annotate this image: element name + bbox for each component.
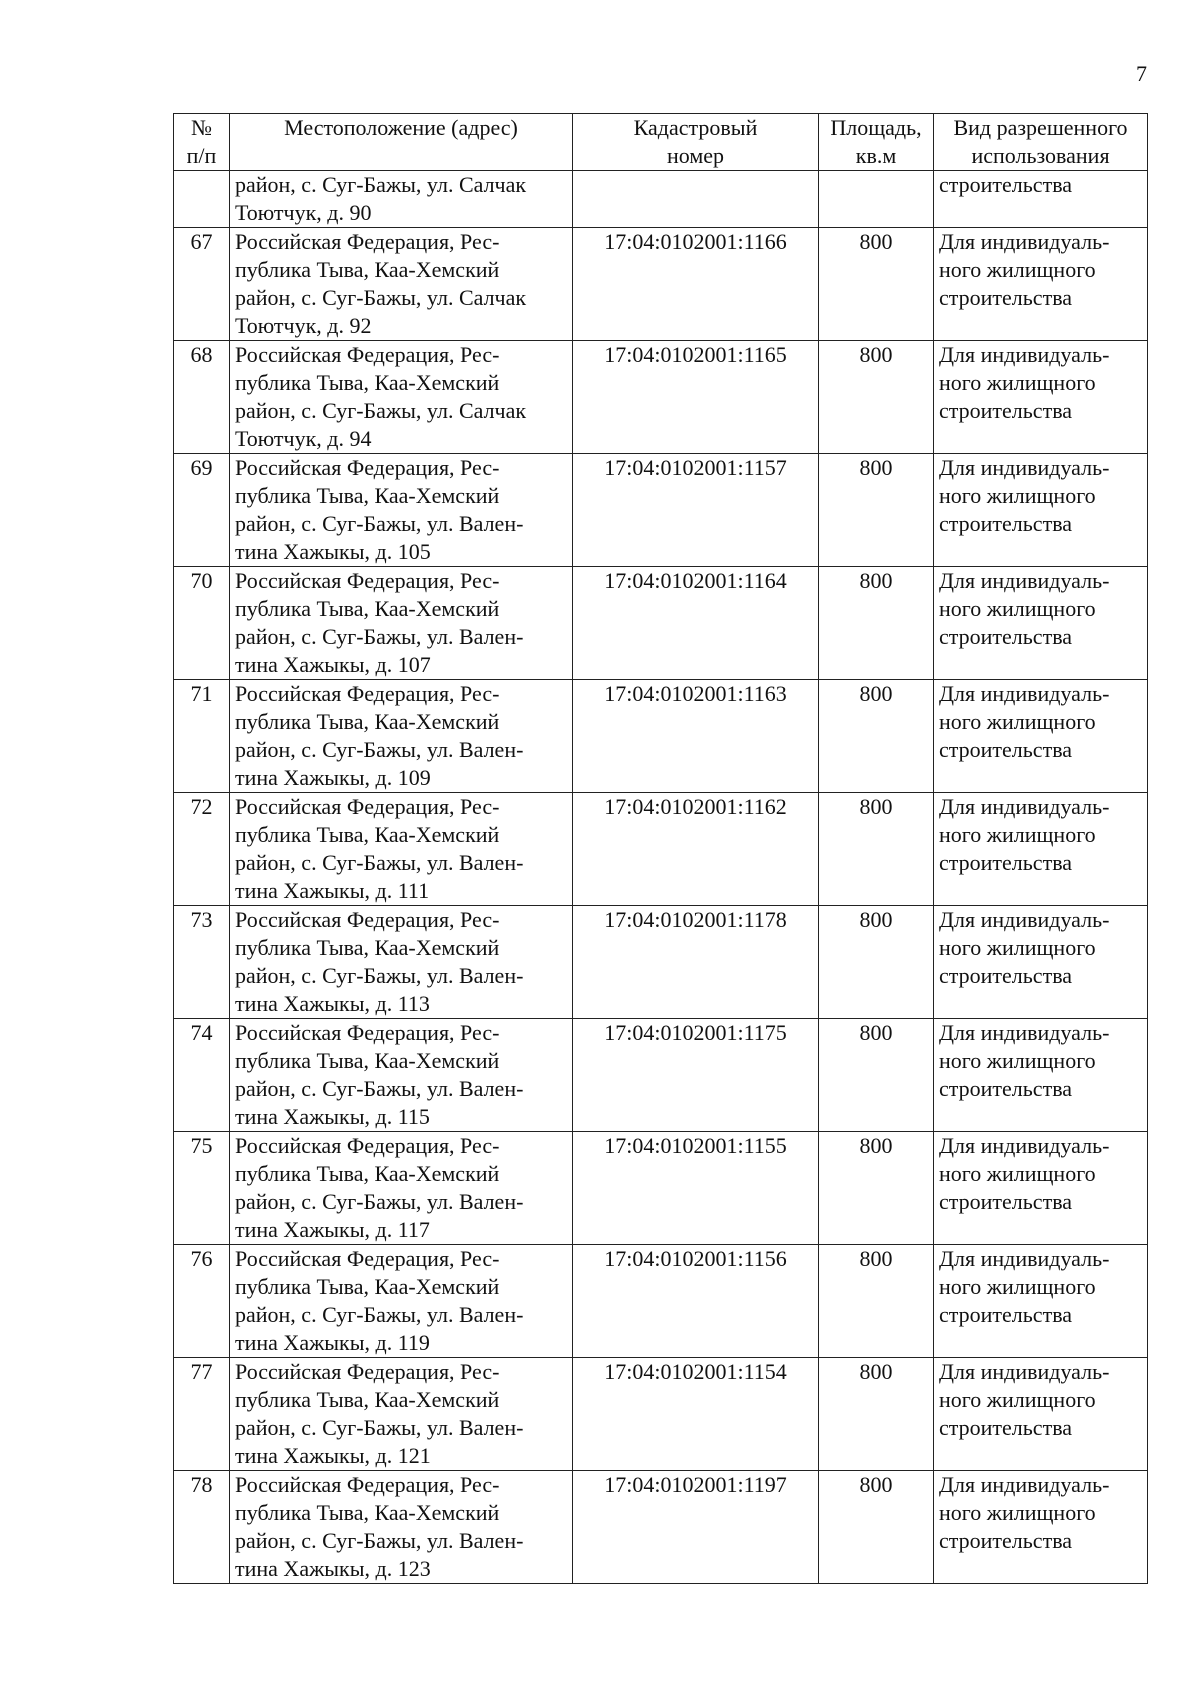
- address-line: район, с. Суг-Бажы, ул. Вален-: [235, 1528, 524, 1553]
- use-line: ного жилищного: [939, 1387, 1096, 1412]
- use-line: Для индивидуаль-: [939, 1020, 1110, 1045]
- use-line: строительства: [939, 398, 1073, 423]
- cell-cadastral: 17:04:0102001:1155: [573, 1132, 819, 1245]
- address-line: район, с. Суг-Бажы, ул. Салчак: [235, 172, 527, 197]
- cell-use: [934, 680, 1148, 793]
- header-area-line2: кв.м: [855, 143, 897, 168]
- cell-use: [934, 1471, 1148, 1584]
- address-line: район, с. Суг-Бажы, ул. Вален-: [235, 624, 524, 649]
- address-line: публика Тыва, Каа-Хемский: [235, 1161, 500, 1186]
- cell-cadastral: 17:04:0102001:1157: [573, 454, 819, 567]
- cell-address: [230, 1132, 573, 1245]
- address-line: публика Тыва, Каа-Хемский: [235, 370, 500, 395]
- use-line: Для индивидуаль-: [939, 794, 1110, 819]
- address-line: публика Тыва, Каа-Хемский: [235, 1274, 500, 1299]
- address-line: тина Хажыкы, д. 107: [235, 652, 431, 677]
- cell-use: [934, 228, 1148, 341]
- table-row: [174, 341, 1148, 454]
- table-row: [174, 1471, 1148, 1584]
- use-line: строительства: [939, 963, 1073, 988]
- cell-cadastral: 17:04:0102001:1164: [573, 567, 819, 680]
- address-line: Российская Федерация, Рес-: [235, 1472, 500, 1497]
- cell-area: 800: [819, 228, 934, 341]
- header-number-line1: №: [191, 115, 212, 140]
- cell-area: 800: [819, 1019, 934, 1132]
- cell-number: 75: [174, 1132, 230, 1245]
- cell-number: 69: [174, 454, 230, 567]
- address-line: тина Хажыкы, д. 123: [235, 1556, 431, 1581]
- cell-area: 800: [819, 1245, 934, 1358]
- address-line: Российская Федерация, Рес-: [235, 1133, 500, 1158]
- address-line: тина Хажыкы, д. 111: [235, 878, 430, 903]
- cell-address: [230, 1471, 573, 1584]
- use-line: строительства: [939, 1189, 1073, 1214]
- address-line: публика Тыва, Каа-Хемский: [235, 1387, 500, 1412]
- address-line: район, с. Суг-Бажы, ул. Салчак: [235, 398, 527, 423]
- use-line: Для индивидуаль-: [939, 229, 1110, 254]
- use-line: строительства: [939, 285, 1073, 310]
- cell-area: 800: [819, 341, 934, 454]
- address-line: Российская Федерация, Рес-: [235, 342, 500, 367]
- address-line: Российская Федерация, Рес-: [235, 907, 500, 932]
- use-line: строительства: [939, 850, 1073, 875]
- cell-number: 70: [174, 567, 230, 680]
- address-line: тина Хажыкы, д. 119: [235, 1330, 430, 1355]
- address-line: район, с. Суг-Бажы, ул. Вален-: [235, 963, 524, 988]
- cell-area: 800: [819, 680, 934, 793]
- cell-use: [934, 1245, 1148, 1358]
- cell-address: [230, 228, 573, 341]
- cell-number: 72: [174, 793, 230, 906]
- header-area-line1: Площадь,: [830, 115, 922, 140]
- cell-address: [230, 171, 573, 228]
- cell-use: [934, 171, 1148, 228]
- cell-address: [230, 906, 573, 1019]
- cell-cadastral: 17:04:0102001:1165: [573, 341, 819, 454]
- cell-number: 73: [174, 906, 230, 1019]
- cell-cadastral: 17:04:0102001:1163: [573, 680, 819, 793]
- header-use-line2: использования: [971, 143, 1110, 168]
- cell-number: 71: [174, 680, 230, 793]
- table-row: [174, 906, 1148, 1019]
- cell-area: 800: [819, 454, 934, 567]
- table-row: [174, 228, 1148, 341]
- cell-number: 76: [174, 1245, 230, 1358]
- use-line: ного жилищного: [939, 1161, 1096, 1186]
- cell-use: [934, 1132, 1148, 1245]
- address-line: публика Тыва, Каа-Хемский: [235, 483, 500, 508]
- address-line: район, с. Суг-Бажы, ул. Вален-: [235, 1415, 524, 1440]
- address-line: тина Хажыкы, д. 115: [235, 1104, 430, 1129]
- cell-cadastral: 17:04:0102001:1156: [573, 1245, 819, 1358]
- use-line: Для индивидуаль-: [939, 455, 1110, 480]
- cell-use: [934, 1358, 1148, 1471]
- table-row-continued: [174, 171, 1148, 228]
- use-line: строительства: [939, 1076, 1073, 1101]
- cell-use: [934, 1019, 1148, 1132]
- address-line: публика Тыва, Каа-Хемский: [235, 1048, 500, 1073]
- address-line: район, с. Суг-Бажы, ул. Вален-: [235, 1076, 524, 1101]
- cell-area: 800: [819, 567, 934, 680]
- address-line: Российская Федерация, Рес-: [235, 568, 500, 593]
- use-line: ного жилищного: [939, 1274, 1096, 1299]
- use-line: ного жилищного: [939, 1048, 1096, 1073]
- cell-address: [230, 341, 573, 454]
- address-line: Российская Федерация, Рес-: [235, 1246, 500, 1271]
- address-line: публика Тыва, Каа-Хемский: [235, 1500, 500, 1525]
- address-line: район, с. Суг-Бажы, ул. Вален-: [235, 850, 524, 875]
- table-row: [174, 1245, 1148, 1358]
- cell-address: [230, 454, 573, 567]
- header-cadastral-line1: Кадастровый: [633, 115, 758, 140]
- cell-address: [230, 680, 573, 793]
- cell-address: [230, 793, 573, 906]
- table-row: [174, 680, 1148, 793]
- land-plots-table: [173, 113, 1148, 1584]
- address-line: Российская Федерация, Рес-: [235, 794, 500, 819]
- address-line: тина Хажыкы, д. 109: [235, 765, 431, 790]
- use-line: Для индивидуаль-: [939, 907, 1110, 932]
- address-line: Российская Федерация, Рес-: [235, 681, 500, 706]
- address-line: Тоютчук, д. 90: [235, 200, 372, 225]
- use-line: строительства: [939, 624, 1073, 649]
- cell-address: [230, 1019, 573, 1132]
- use-line: Для индивидуаль-: [939, 568, 1110, 593]
- address-line: тина Хажыкы, д. 113: [235, 991, 430, 1016]
- use-line: ного жилищного: [939, 709, 1096, 734]
- cell-cadastral: 17:04:0102001:1162: [573, 793, 819, 906]
- cell-cadastral: 17:04:0102001:1178: [573, 906, 819, 1019]
- cell-area: 800: [819, 1358, 934, 1471]
- cell-use: [934, 793, 1148, 906]
- header-number-line2: п/п: [186, 143, 217, 168]
- use-line: ного жилищного: [939, 483, 1096, 508]
- table-row: [174, 793, 1148, 906]
- address-line: район, с. Суг-Бажы, ул. Вален-: [235, 1189, 524, 1214]
- cell-area: 800: [819, 906, 934, 1019]
- cell-cadastral: [573, 171, 819, 228]
- use-line: ного жилищного: [939, 257, 1096, 282]
- cell-area: 800: [819, 1471, 934, 1584]
- table-body: [174, 171, 1148, 1584]
- address-line: публика Тыва, Каа-Хемский: [235, 709, 500, 734]
- cell-area: 800: [819, 793, 934, 906]
- address-line: тина Хажыкы, д. 105: [235, 539, 431, 564]
- use-line: ного жилищного: [939, 596, 1096, 621]
- address-line: публика Тыва, Каа-Хемский: [235, 935, 500, 960]
- header-area: [819, 114, 934, 171]
- cell-number: 67: [174, 228, 230, 341]
- page-number: 7: [1136, 61, 1147, 86]
- use-line: строительства: [939, 1302, 1073, 1327]
- address-line: публика Тыва, Каа-Хемский: [235, 822, 500, 847]
- cell-cadastral: 17:04:0102001:1175: [573, 1019, 819, 1132]
- use-line: Для индивидуаль-: [939, 1472, 1110, 1497]
- cell-cadastral: 17:04:0102001:1166: [573, 228, 819, 341]
- table-row: [174, 1019, 1148, 1132]
- cell-cadastral: 17:04:0102001:1197: [573, 1471, 819, 1584]
- header-use-line1: Вид разрешенного: [953, 115, 1128, 140]
- cell-number: [174, 171, 230, 228]
- header-cadastral: [573, 114, 819, 171]
- use-line: Для индивидуаль-: [939, 1133, 1110, 1158]
- cell-use: [934, 454, 1148, 567]
- use-line: строительства: [939, 511, 1073, 536]
- address-line: Тоютчук, д. 92: [235, 313, 372, 338]
- header-address-label: Местоположение (адрес): [284, 115, 518, 140]
- use-line: Для индивидуаль-: [939, 1359, 1110, 1384]
- address-line: район, с. Суг-Бажы, ул. Вален-: [235, 511, 524, 536]
- cell-area: [819, 171, 934, 228]
- cell-number: 74: [174, 1019, 230, 1132]
- cell-cadastral: 17:04:0102001:1154: [573, 1358, 819, 1471]
- cell-use: [934, 906, 1148, 1019]
- use-line: Для индивидуаль-: [939, 1246, 1110, 1271]
- address-line: Российская Федерация, Рес-: [235, 1359, 500, 1384]
- cell-use: [934, 341, 1148, 454]
- header-use: [934, 114, 1148, 171]
- use-line: строительства: [939, 1415, 1073, 1440]
- address-line: Российская Федерация, Рес-: [235, 1020, 500, 1045]
- use-line: ного жилищного: [939, 370, 1096, 395]
- cell-area: 800: [819, 1132, 934, 1245]
- cell-address: [230, 1358, 573, 1471]
- address-line: тина Хажыкы, д. 117: [235, 1217, 430, 1242]
- use-line: строительства: [939, 1528, 1073, 1553]
- address-line: Российская Федерация, Рес-: [235, 455, 500, 480]
- header-number: [174, 114, 230, 171]
- table-row: [174, 1358, 1148, 1471]
- address-line: Российская Федерация, Рес-: [235, 229, 500, 254]
- cell-use: [934, 567, 1148, 680]
- use-line: Для индивидуаль-: [939, 681, 1110, 706]
- use-line: ного жилищного: [939, 1500, 1096, 1525]
- address-line: Тоютчук, д. 94: [235, 426, 372, 451]
- header-cadastral-line2: номер: [666, 143, 725, 168]
- address-line: публика Тыва, Каа-Хемский: [235, 257, 500, 282]
- table-header-row: [174, 114, 1148, 171]
- table-row: [174, 1132, 1148, 1245]
- use-line: Для индивидуаль-: [939, 342, 1110, 367]
- address-line: район, с. Суг-Бажы, ул. Салчак: [235, 285, 527, 310]
- use-line: ного жилищного: [939, 822, 1096, 847]
- header-address: [230, 114, 573, 171]
- table-row: [174, 454, 1148, 567]
- use-line: ного жилищного: [939, 935, 1096, 960]
- address-line: район, с. Суг-Бажы, ул. Вален-: [235, 737, 524, 762]
- cell-address: [230, 1245, 573, 1358]
- cell-number: 78: [174, 1471, 230, 1584]
- cell-number: 77: [174, 1358, 230, 1471]
- address-line: тина Хажыкы, д. 121: [235, 1443, 431, 1468]
- table-row: [174, 567, 1148, 680]
- cell-number: 68: [174, 341, 230, 454]
- cell-address: [230, 567, 573, 680]
- address-line: район, с. Суг-Бажы, ул. Вален-: [235, 1302, 524, 1327]
- use-line: строительства: [939, 737, 1073, 762]
- use-line: строительства: [939, 172, 1073, 197]
- address-line: публика Тыва, Каа-Хемский: [235, 596, 500, 621]
